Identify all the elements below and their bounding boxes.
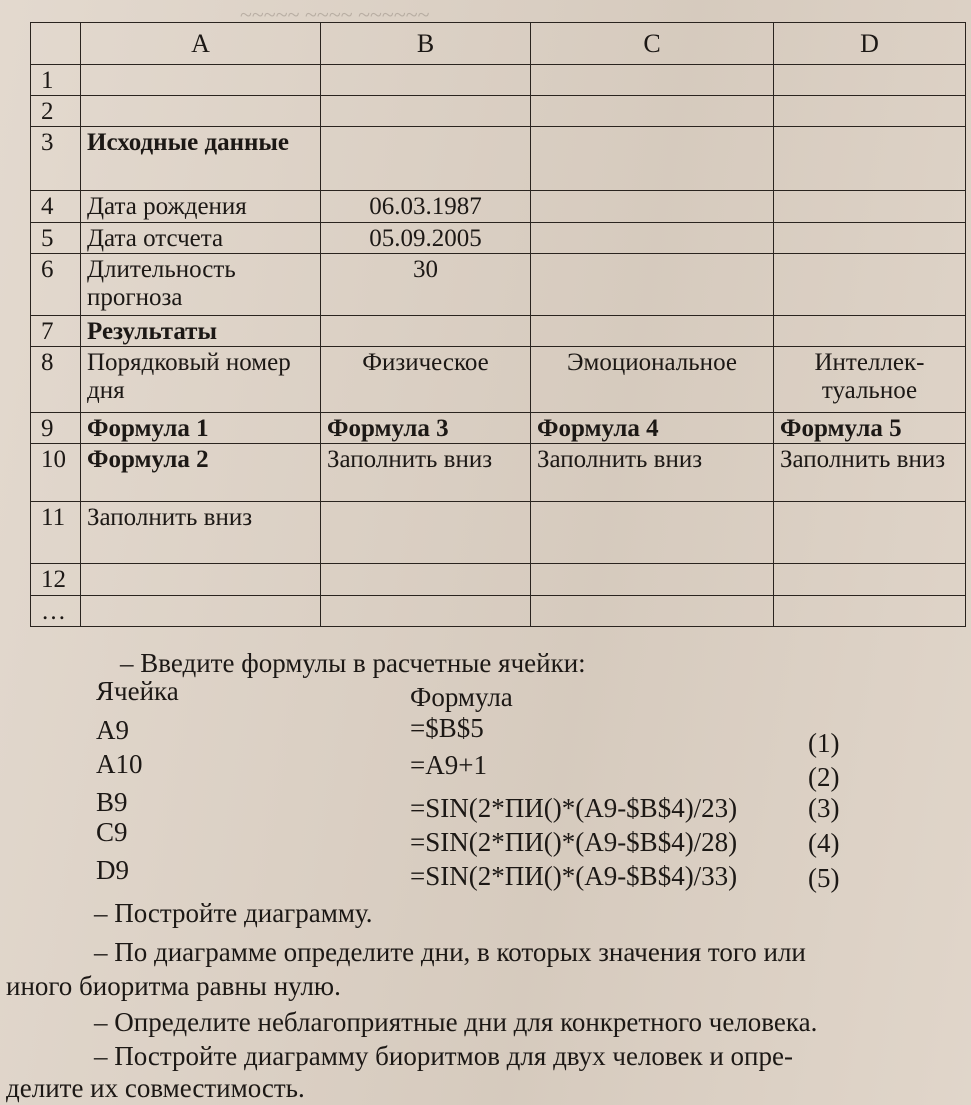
cell: [81, 127, 321, 191]
table-row: [31, 65, 966, 96]
formula-cell-ref: A9: [96, 715, 129, 745]
cell: Физическое: [321, 347, 531, 413]
row-number: 4: [31, 191, 81, 223]
table-row: [31, 316, 966, 347]
column-header: B: [321, 23, 531, 65]
cell: Эмоциональное: [531, 347, 774, 413]
cell: [774, 96, 966, 127]
formula-column-header-cell: Ячейка: [96, 676, 179, 706]
formula-text: =SIN(2*ПИ()*(A9-$B$4)/23): [410, 793, 738, 823]
formula-column-header-formula: Формула: [410, 682, 513, 712]
formula-number: (5): [808, 863, 840, 893]
cell: Заполнить вниз: [774, 444, 966, 502]
cell: Дата рождения: [81, 191, 321, 223]
cell: [774, 127, 966, 191]
row-number: 2: [31, 96, 81, 127]
cell: Интеллек-туальное: [774, 347, 966, 413]
cell: [774, 502, 966, 564]
row-number: 10: [31, 444, 81, 502]
formula-label: Формула 4: [537, 415, 659, 442]
table-row: [31, 596, 966, 627]
row-number: 1: [31, 65, 81, 96]
formula-text: =$B$5: [410, 713, 484, 743]
column-header: C: [531, 23, 774, 65]
formula-number: (4): [808, 828, 840, 858]
row-number: 8: [31, 347, 81, 413]
cell: [531, 223, 774, 254]
cell: [531, 316, 774, 347]
formula-label: Формула 2: [87, 446, 209, 473]
row-number: …: [31, 596, 81, 627]
cell: [531, 596, 774, 627]
cell: [81, 413, 321, 444]
formula-number: (3): [808, 793, 840, 823]
cell: [531, 96, 774, 127]
cell: Заполнить вниз: [81, 502, 321, 564]
cell: [81, 65, 321, 96]
cell: [81, 96, 321, 127]
cell: [774, 316, 966, 347]
cell: [774, 596, 966, 627]
cell: 30: [321, 254, 531, 316]
instruction-compatibility-cont: делите их совместимость.: [6, 1073, 305, 1103]
section-heading: Результаты: [87, 318, 217, 345]
formula-number: (1): [808, 728, 840, 758]
instruction-bad-days: – Определите неблагоприятные дни для конкретного человека.: [94, 1007, 818, 1037]
formula-text: =SIN(2*ПИ()*(A9-$B$4)/33): [410, 861, 738, 891]
cell: Заполнить вниз: [321, 444, 531, 502]
cell: [531, 65, 774, 96]
row-number: 7: [31, 316, 81, 347]
section-heading: Исходные данные: [87, 129, 290, 156]
formula-text: =SIN(2*ПИ()*(A9-$B$4)/28): [410, 827, 738, 857]
cell: [81, 596, 321, 627]
table-row: [31, 444, 966, 502]
formula-label: Формула 5: [780, 415, 902, 442]
table-row: [31, 223, 966, 254]
row-number: 9: [31, 413, 81, 444]
row-number: 6: [31, 254, 81, 316]
cell: [81, 444, 321, 502]
instruction-compatibility: – Постройте диаграмму биоритмов для двух человек и опре-: [94, 1041, 793, 1071]
cell: 05.09.2005: [321, 223, 531, 254]
spreadsheet-table: [30, 22, 966, 627]
column-header: D: [774, 23, 966, 65]
cell: [321, 502, 531, 564]
cell: [531, 564, 774, 596]
formula-label: Формула 3: [327, 415, 449, 442]
cell: [321, 564, 531, 596]
table-row: [31, 127, 966, 191]
table-row: [31, 413, 966, 444]
formula-cell-ref: B9: [96, 787, 128, 817]
instruction-zero-days: – По диаграмме определите дни, в которых значения того или: [94, 937, 806, 967]
table-row: [31, 347, 966, 413]
cell: [321, 127, 531, 191]
table-row: [31, 564, 966, 596]
formula-cell-ref: C9: [96, 817, 128, 847]
cell: [774, 413, 966, 444]
cell: [321, 96, 531, 127]
cell: [81, 316, 321, 347]
cell: [321, 65, 531, 96]
formula-text: =A9+1: [410, 750, 487, 780]
cell: [774, 191, 966, 223]
cell: [774, 564, 966, 596]
cell: Длительность прогноза: [81, 254, 321, 316]
table-row: [31, 96, 966, 127]
column-header-row: [31, 23, 966, 65]
row-number: 11: [31, 502, 81, 564]
table-row: [31, 254, 966, 316]
row-number: 12: [31, 564, 81, 596]
cell: [531, 254, 774, 316]
cell: [774, 254, 966, 316]
cell: 06.03.1987: [321, 191, 531, 223]
cell: [321, 316, 531, 347]
show-through-text: ~~~~~ ~~~~ ~~~~~~: [240, 2, 430, 27]
instruction-zero-days-cont: иного биоритма равны нулю.: [6, 971, 341, 1001]
corner-cell: [31, 23, 81, 65]
formula-cell-ref: A10: [96, 749, 143, 779]
cell: Заполнить вниз: [531, 444, 774, 502]
cell: [531, 127, 774, 191]
cell: [81, 564, 321, 596]
table-row: [31, 191, 966, 223]
instruction-build-chart: – Постройте диаграмму.: [94, 898, 373, 928]
cell: [321, 413, 531, 444]
cell: [531, 413, 774, 444]
formula-cell-ref: D9: [96, 855, 129, 885]
formula-number: (2): [808, 762, 840, 792]
cell: [321, 596, 531, 627]
cell: [531, 191, 774, 223]
cell: [531, 502, 774, 564]
column-header: A: [81, 23, 321, 65]
cell: Порядковый номер дня: [81, 347, 321, 413]
row-number: 5: [31, 223, 81, 254]
table-row: [31, 502, 966, 564]
formula-label: Формула 1: [87, 415, 209, 442]
cell: [774, 65, 966, 96]
row-number: 3: [31, 127, 81, 191]
instruction-enter-formulas: – Введите формулы в расчетные ячейки:: [120, 648, 586, 678]
cell: [774, 223, 966, 254]
cell: Дата отсчета: [81, 223, 321, 254]
